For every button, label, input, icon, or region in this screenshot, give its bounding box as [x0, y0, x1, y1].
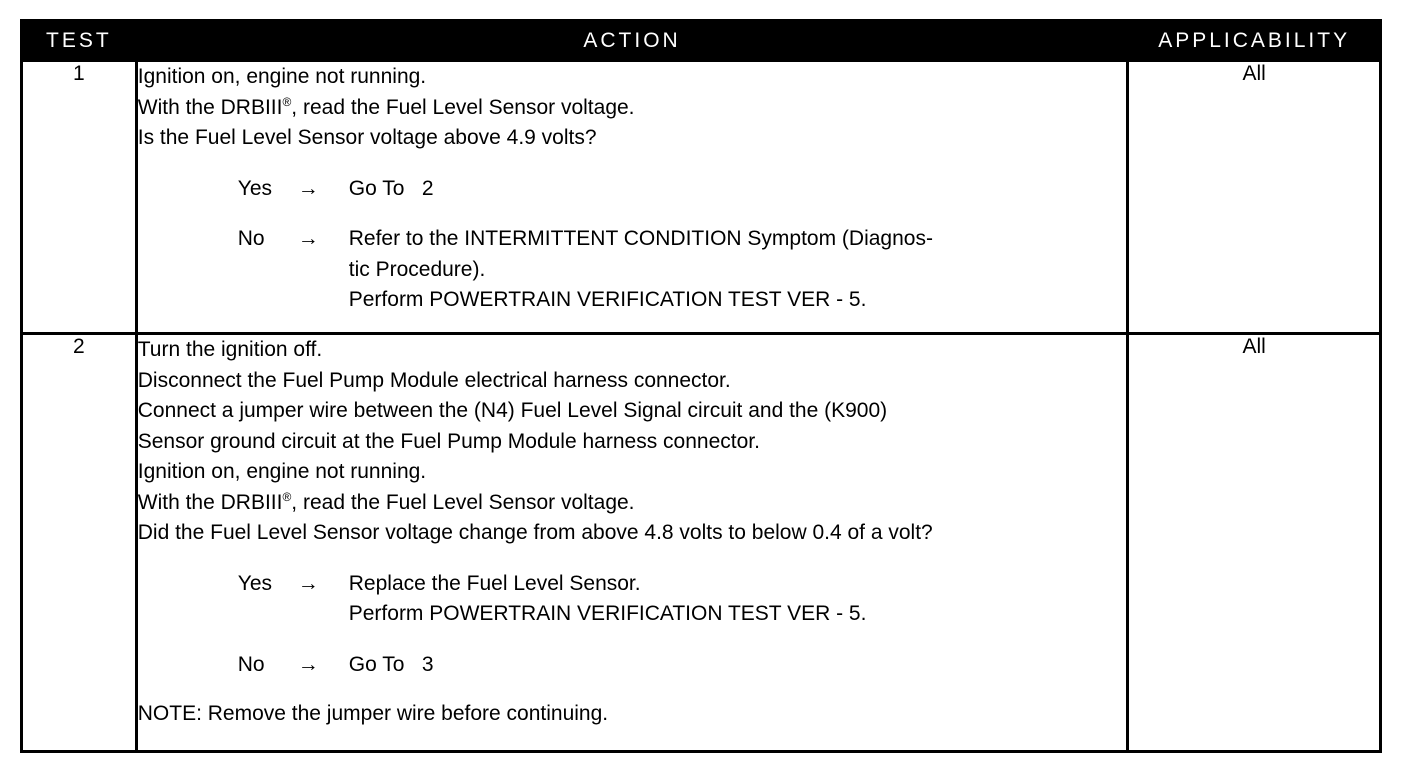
outcome-yes	[238, 569, 1127, 630]
outcome-answer: Yes	[237, 571, 273, 595]
result-line: Go To 3	[348, 652, 434, 676]
outcome-result	[349, 569, 1127, 630]
result-line: Refer to the INTERMITTENT CONDITION Symptom (Diagnos-	[348, 227, 933, 250]
action-text: With the DRBIII	[137, 490, 283, 514]
result-line: tic Procedure).	[348, 257, 486, 281]
action-line: Did the Fuel Level Sensor voltage change from above 4.8 volts to below 0.4 of a volt?	[137, 521, 933, 544]
table-row	[22, 334, 1381, 752]
outcome-answer: Yes	[237, 176, 273, 200]
action-line: Turn the ignition off.	[137, 338, 323, 361]
registered-mark: ®	[282, 489, 292, 504]
action-line	[138, 93, 1127, 124]
outcome-answer: No	[237, 227, 265, 250]
action-line: Ignition on, engine not running.	[137, 65, 427, 88]
action-line: Sensor ground circuit at the Fuel Pump Module harness connector.	[137, 429, 760, 453]
registered-mark: ®	[282, 94, 292, 109]
test-number: 2	[22, 334, 137, 752]
arrow-icon: →	[297, 176, 319, 200]
outcome-result	[349, 224, 1127, 316]
action-line: Connect a jumper wire between the (N4) Fuel Level Signal circuit and the (K900)	[137, 399, 888, 422]
header-action: ACTION	[136, 21, 1128, 61]
outcome-result	[349, 650, 1127, 681]
outcome-answer: No	[237, 652, 265, 676]
action-cell	[136, 334, 1128, 752]
action-cell	[136, 61, 1128, 334]
arrow-icon: →	[297, 571, 319, 595]
action-text: , read the Fuel Level Sensor voltage.	[291, 95, 635, 119]
note-text: NOTE: Remove the jumper wire before continuing.	[137, 702, 609, 725]
test-number: 1	[22, 61, 137, 334]
applicability-value: All	[1128, 334, 1381, 752]
outcome-result	[349, 174, 1127, 205]
result-line: Replace the Fuel Level Sensor.	[348, 571, 641, 595]
diagnostic-test-table	[20, 19, 1382, 753]
header-applicability: APPLICABILITY	[1128, 21, 1381, 61]
action-line: Ignition on, engine not running.	[137, 460, 427, 483]
action-line: Disconnect the Fuel Pump Module electrical harness connector.	[137, 368, 731, 392]
result-line: Perform POWERTRAIN VERIFICATION TEST VER - 5.	[348, 602, 867, 625]
result-line: Go To 2	[348, 176, 434, 200]
header-test: TEST	[22, 21, 137, 61]
action-line	[138, 488, 1127, 519]
applicability-value: All	[1128, 61, 1381, 334]
table-row	[22, 61, 1381, 334]
arrow-icon: →	[297, 227, 319, 250]
arrow-icon: →	[297, 652, 319, 676]
table-header-row	[22, 21, 1381, 61]
outcome-no	[238, 224, 1127, 316]
action-text: , read the Fuel Level Sensor voltage.	[291, 490, 635, 514]
outcome-yes	[238, 174, 1127, 205]
result-line: Perform POWERTRAIN VERIFICATION TEST VER - 5.	[348, 288, 867, 311]
action-line: Is the Fuel Level Sensor voltage above 4.9 volts?	[137, 126, 597, 149]
action-text: With the DRBIII	[137, 95, 283, 119]
outcome-no	[238, 650, 1127, 681]
